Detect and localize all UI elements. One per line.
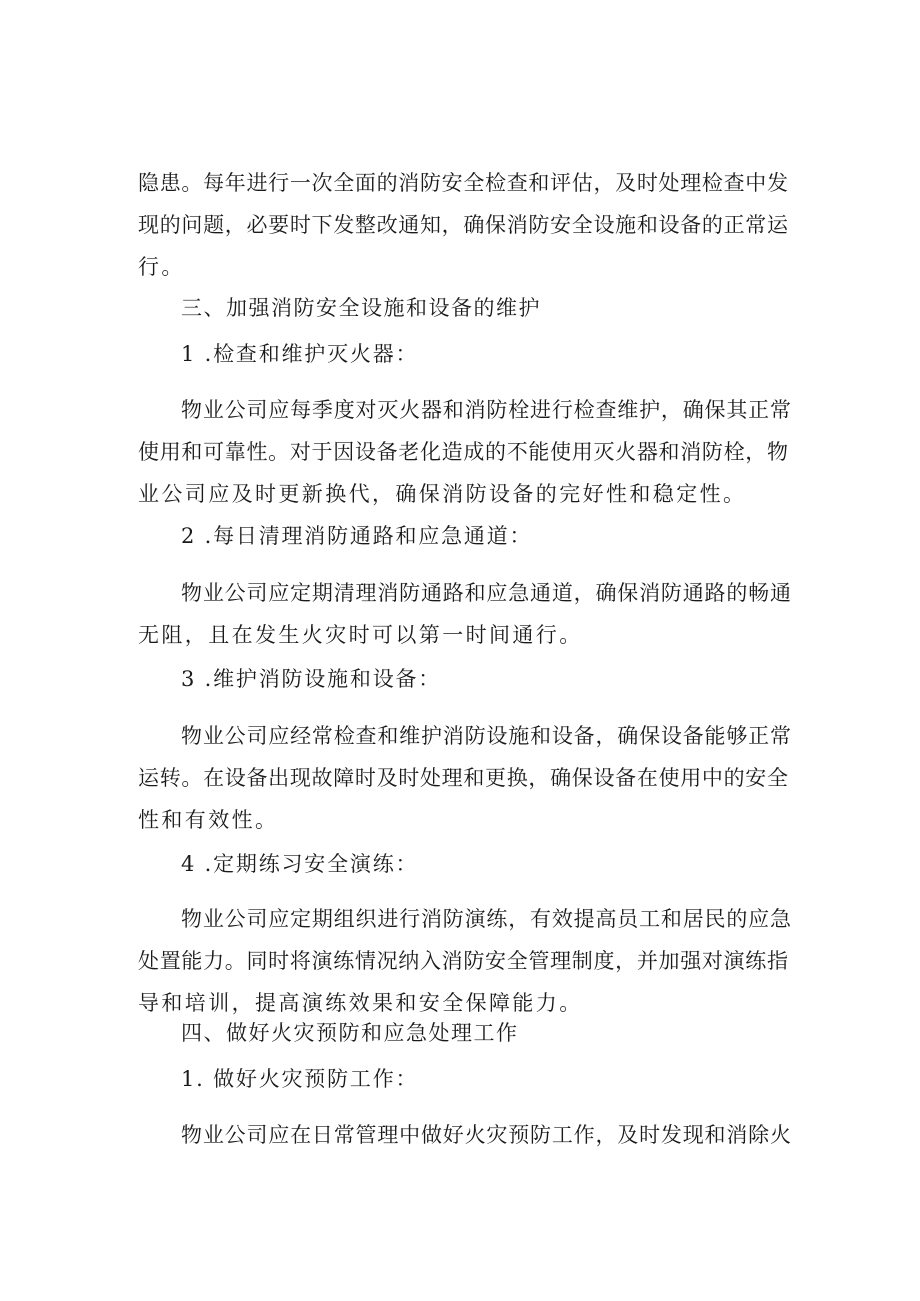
paragraph-line: 性和有效性。 xyxy=(138,808,279,832)
paragraph-line: 物业公司应在日常管理中做好火灾预防工作，及时发现和消除火 xyxy=(181,1123,791,1147)
paragraph-line: 处置能力。同时将演练情况纳入消防安全管理制度，并加强对演练指 xyxy=(138,949,788,973)
list-item-heading: 3 .维护消防设施和设备： xyxy=(181,667,442,691)
section-heading: 三、加强消防安全设施和设备的维护 xyxy=(181,296,541,320)
paragraph-line: 现的问题，必要时下发整改通知，确保消防安全设施和设备的正常运 xyxy=(138,213,788,237)
paragraph-line: 行。 xyxy=(138,255,185,279)
section-heading: 四、做好火灾预防和应急处理工作 xyxy=(181,1021,519,1045)
list-item-heading: 4 .定期练习安全演练： xyxy=(181,852,419,876)
list-item-heading: 1 .检查和维护灭火器： xyxy=(181,342,419,366)
paragraph-line: 无阻，且在发生火灾时可以第一时间通行。 xyxy=(138,623,583,647)
paragraph-line: 运转。在设备出现故障时及时处理和更换，确保设备在使用中的安全 xyxy=(138,766,788,790)
paragraph-line: 物业公司应每季度对灭火器和消防栓进行检查维护，确保其正常 xyxy=(181,398,791,422)
paragraph-line: 隐患。每年进行一次全面的消防安全检查和评估，及时处理检查中发 xyxy=(138,171,788,195)
paragraph-line: 物业公司应定期清理消防通路和应急通道，确保消防通路的畅通 xyxy=(181,581,791,605)
paragraph-line: 导和培训，提高演练效果和安全保障能力。 xyxy=(138,991,583,1015)
list-item-heading: 1. 做好火灾预防工作： xyxy=(181,1067,419,1091)
paragraph-line: 物业公司应定期组织进行消防演练，有效提高员工和居民的应急 xyxy=(181,907,791,931)
paragraph-line: 业公司应及时更新换代，确保消防设备的完好性和稳定性。 xyxy=(138,482,747,506)
paragraph-line: 使用和可靠性。对于因设备老化造成的不能使用灭火器和消防栓，物 xyxy=(138,440,788,464)
list-item-heading: 2 .每日清理消防通路和应急通道： xyxy=(181,524,533,548)
paragraph-line: 物业公司应经常检查和维护消防设施和设备，确保设备能够正常 xyxy=(181,724,791,748)
